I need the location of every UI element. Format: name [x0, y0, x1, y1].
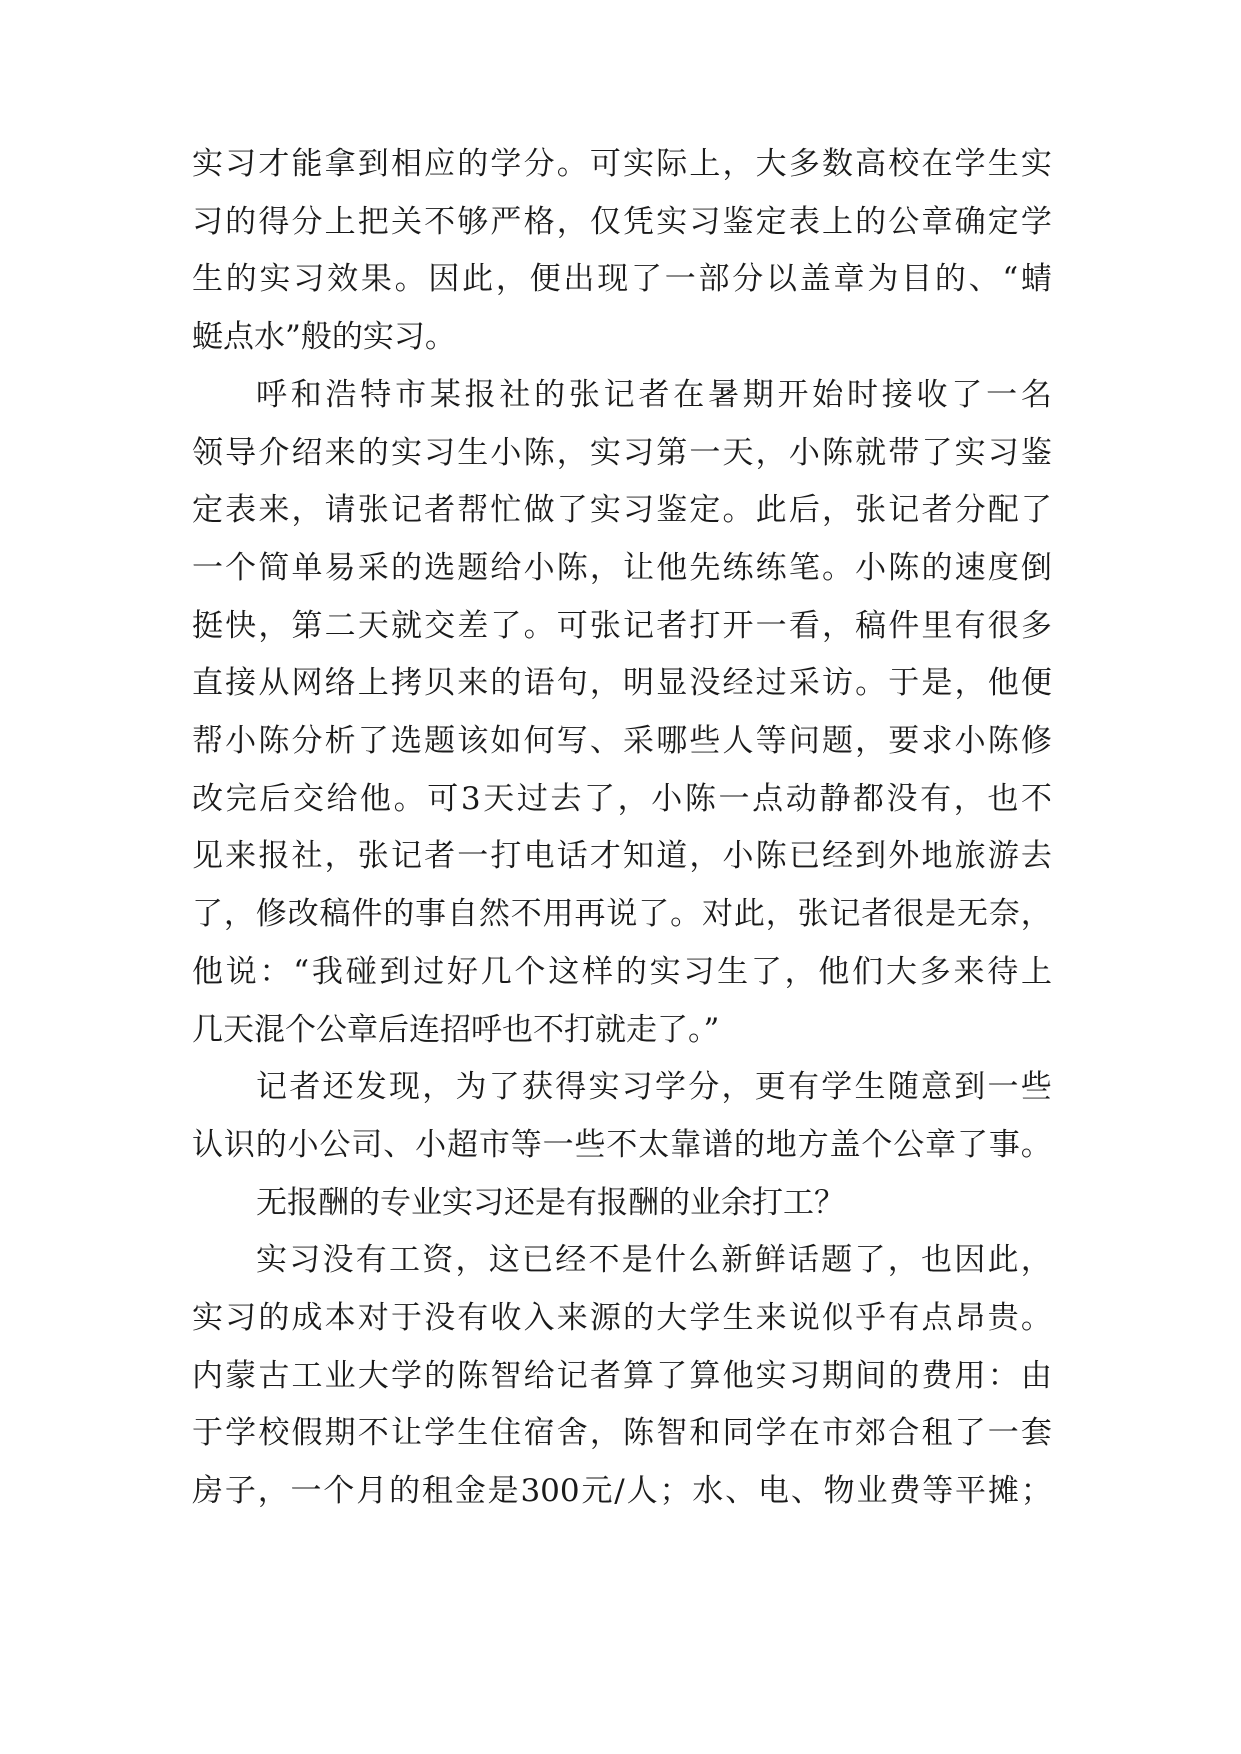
text-line: 改 完 后 交 给 他 。 可 3 天 过 去 了 ， 小 陈 一 点 动 静 都 没 有 ， 也 不: [192, 781, 1052, 817]
text-line: 于 学 校 假 期 不 让 学 生 住 宿 舍 ， 陈 智 和 同 学 在 市 郊 合 租 了 一 套: [192, 1415, 1052, 1451]
text-line: 内 蒙 古 工 业 大 学 的 陈 智 给 记 者 算 了 算 他 实 习 期 间 的 费 用 ： 由: [192, 1358, 1052, 1394]
text-line: 他 说 ： “ 我 碰 到 过 好 几 个 这 样 的 实 习 生 了 ， 他 们 大 多 来 待 上: [192, 954, 1052, 990]
text-line: 定 表 来 ， 请 张 记 者 帮 忙 做 了 实 习 鉴 定 。 此 后 ， 张 记 者 分 配 了: [192, 492, 1052, 528]
text-line: 挺 快 ， 第 二 天 就 交 差 了 。 可 张 记 者 打 开 一 看 ， 稿 件 里 有 很 多: [192, 608, 1052, 644]
text-line: 记 者 还 发 现 ， 为 了 获 得 实 习 学 分 ， 更 有 学 生 随 意 到 一 些: [256, 1069, 1052, 1105]
text-line: 领 导 介 绍 来 的 实 习 生 小 陈 ， 实 习 第 一 天 ， 小 陈 就 带 了 实 习 鉴: [192, 435, 1052, 471]
text-line: 无报酬的专业实习还是有报酬的业余打工？: [256, 1185, 845, 1221]
text-line: 实 习 没 有 工 资 ， 这 已 经 不 是 什 么 新 鲜 话 题 了 ， 也 因 此 ，: [256, 1242, 1052, 1278]
text-line: 直 接 从 网 络 上 拷 贝 来 的 语 句 ， 明 显 没 经 过 采 访 。 于 是 ， 他 便: [192, 665, 1052, 701]
text-line: 呼 和 浩 特 市 某 报 社 的 张 记 者 在 暑 期 开 始 时 接 收 了 一 名: [256, 377, 1052, 413]
text-line: 帮 小 陈 分 析 了 选 题 该 如 何 写 、 采 哪 些 人 等 问 题 ， 要 求 小 陈 修: [192, 723, 1052, 759]
text-line: 蜓点水”般的实习。: [192, 319, 456, 355]
text-line: 几天混个公章后连招呼也不打就走了。”: [192, 1012, 720, 1048]
text-line: 见 来 报 社 ， 张 记 者 一 打 电 话 才 知 道 ， 小 陈 已 经 到 外 地 旅 游 去: [192, 838, 1052, 874]
text-line: 房 子 ， 一 个 月 的 租 金 是 300 元 / 人 ； 水 、 电 、 物 业 费 等 平 摊 ；: [192, 1473, 1052, 1509]
text-line: 实 习 的 成 本 对 于 没 有 收 入 来 源 的 大 学 生 来 说 似 乎 有 点 昂 贵 。: [192, 1300, 1052, 1336]
text-line: 认 识 的 小 公 司 、 小 超 市 等 一 些 不 太 靠 谱 的 地 方 盖 个 公 章 了 事 。: [192, 1127, 1052, 1163]
text-line: 了 ， 修 改 稿 件 的 事 自 然 不 用 再 说 了 。 对 此 ， 张 记 者 很 是 无 奈 ，: [192, 896, 1052, 932]
text-line: 生 的 实 习 效 果 。 因 此 ， 便 出 现 了 一 部 分 以 盖 章 为 目 的 、 “ 蜻: [192, 261, 1052, 297]
text-line: 实 习 才 能 拿 到 相 应 的 学 分 。 可 实 际 上 ， 大 多 数 高 校 在 学 生 实: [192, 146, 1052, 182]
text-line: 一 个 简 单 易 采 的 选 题 给 小 陈 ， 让 他 先 练 练 笔 。 小 陈 的 速 度 倒: [192, 550, 1052, 586]
text-line: 习 的 得 分 上 把 关 不 够 严 格 ， 仅 凭 实 习 鉴 定 表 上 的 公 章 确 定 学: [192, 204, 1052, 240]
